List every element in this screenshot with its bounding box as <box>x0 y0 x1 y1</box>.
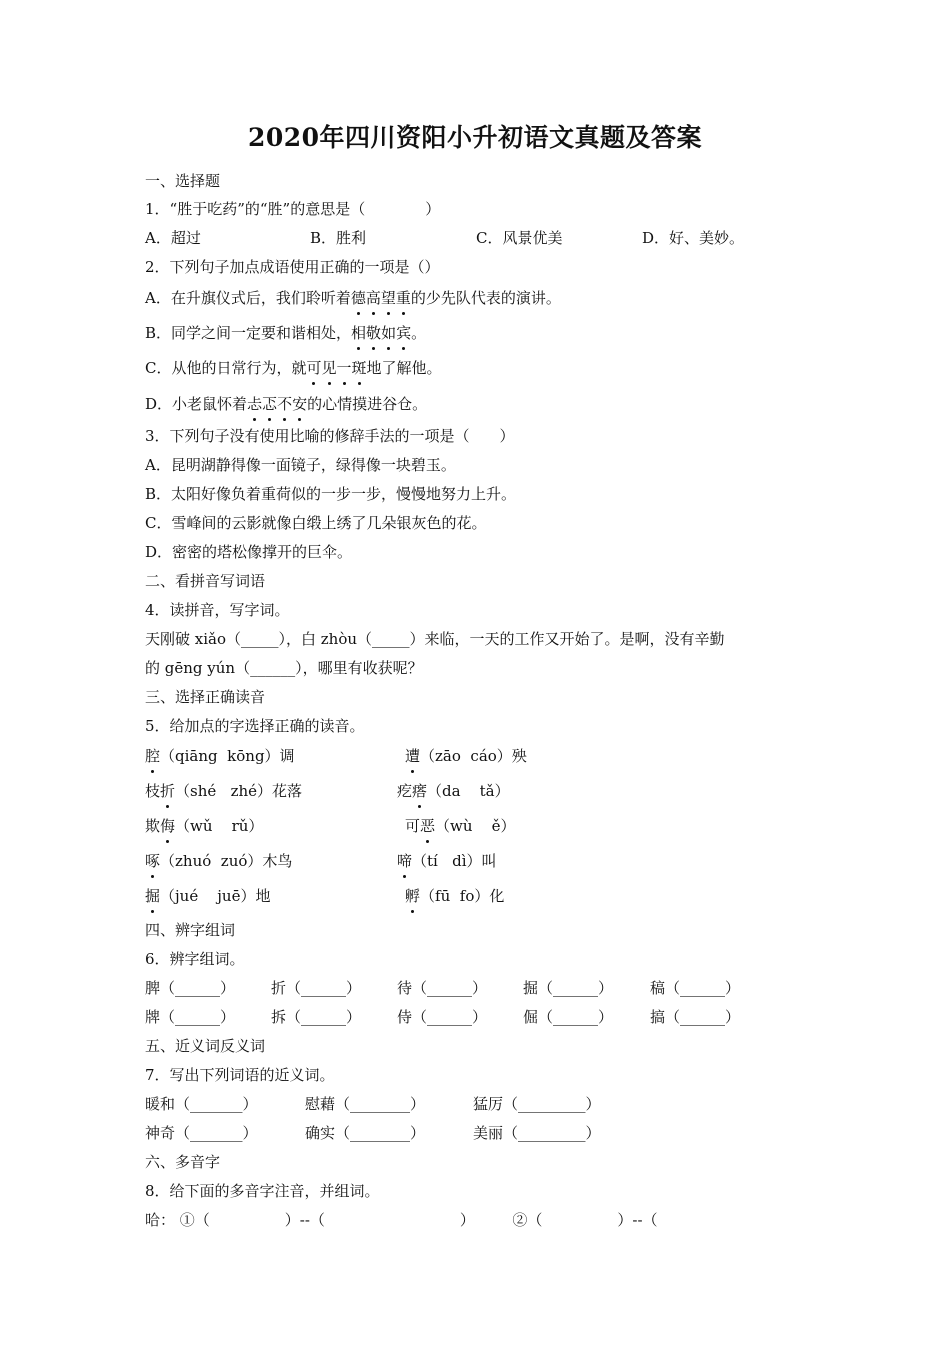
option-b: B．胜利 <box>310 229 367 247</box>
word-blank: 搞（______） <box>650 1008 741 1026</box>
reading-item: 遭（zāo cáo）殃 <box>405 747 527 765</box>
question-stem: 7．写出下列词语的近义词。 <box>145 1066 335 1084</box>
word-blank: 美丽（_________） <box>473 1124 601 1142</box>
word-blank: 拆（______） <box>271 1008 362 1026</box>
reading-item: 疙瘩（da tǎ） <box>397 782 510 800</box>
option-c: C．从他的日常行为，就可见一斑地了解他。 <box>145 359 442 377</box>
word-blank: 确实（________） <box>305 1124 426 1142</box>
section-heading: 五、近义词反义词 <box>145 1037 266 1055</box>
reading-item: 欺侮（wǔ rǔ） <box>145 817 264 835</box>
option-d: D．密密的塔松像撑开的巨伞。 <box>145 543 353 561</box>
reading-item: 掘（jué juē）地 <box>145 887 271 905</box>
word-blank: 脾（______） <box>145 979 236 997</box>
word-blank: 折（______） <box>271 979 362 997</box>
dotted-idiom: 相敬如宾 <box>351 324 412 342</box>
section-heading: 一、选择题 <box>145 172 221 190</box>
question-stem: 1．“胜于吃药”的“胜”的意思是（ ） <box>145 200 441 218</box>
reading-item: 可恶（wù ě） <box>405 817 516 835</box>
section-heading: 四、辨字组词 <box>145 921 236 939</box>
dotted-idiom: 德高望重 <box>350 289 411 307</box>
word-blank: 慰藉（________） <box>305 1095 426 1113</box>
question-stem: 4．读拼音，写字词。 <box>145 601 290 619</box>
question-stem: 8．给下面的多音字注音，并组词。 <box>145 1182 380 1200</box>
reading-item: 枝折（shé zhé）花落 <box>145 782 303 800</box>
option-d: D．小老鼠怀着忐忑不安的心情摸进谷仓。 <box>145 395 428 413</box>
page-title: 2020年四川资阳小升初语文真题及答案 <box>247 123 703 152</box>
word-blank: 猛厉（_________） <box>473 1095 601 1113</box>
section-heading: 六、多音字 <box>145 1153 221 1171</box>
pinyin-line: 天刚破 xiǎo（_____），白 zhòu（_____）来临，一天的工作又开始了。是啊，没有辛勤 <box>145 630 725 648</box>
word-blank: 牌（______） <box>145 1008 236 1026</box>
word-blank: 倔（______） <box>523 1008 614 1026</box>
option-c: C．雪峰间的云影就像白缎上绣了几朵银灰色的花。 <box>145 514 487 532</box>
option-a: A．在升旗仪式后，我们聆听着德高望重的少先队代表的演讲。 <box>145 289 561 307</box>
reading-item: 孵（fū fo）化 <box>405 887 505 905</box>
question-stem: 5．给加点的字选择正确的读音。 <box>145 717 365 735</box>
question-stem: 2．下列句子加点成语使用正确的一项是（） <box>145 258 440 276</box>
word-blank: 掘（______） <box>523 979 614 997</box>
section-heading: 二、看拼音写词语 <box>145 572 266 590</box>
option-a: A．昆明湖静得像一面镜子，绿得像一块碧玉。 <box>145 456 456 474</box>
dotted-idiom: 忐忑不安 <box>247 395 308 413</box>
question-stem: 6．辨字组词。 <box>145 950 245 968</box>
word-blank: 稿（______） <box>650 979 741 997</box>
word-blank: 侍（______） <box>397 1008 488 1026</box>
word-blank: 待（______） <box>397 979 488 997</box>
reading-item: 啄（zhuó zuó）木鸟 <box>145 852 293 870</box>
option-a: A．超过 <box>145 229 201 247</box>
word-blank: 暖和（_______） <box>145 1095 258 1113</box>
option-b: B．太阳好像负着重荷似的一步一步，慢慢地努力上升。 <box>145 485 517 503</box>
option-d: D．好、美妙。 <box>642 229 745 247</box>
dotted-idiom: 可见一斑 <box>306 359 367 377</box>
polyphone-line: 哈： ①（ ）--（ ） ②（ ）--（ <box>145 1211 658 1229</box>
word-blank: 神奇（_______） <box>145 1124 258 1142</box>
pinyin-line: 的 gēng yún（______），哪里有收获呢？ <box>145 659 423 677</box>
reading-item: 啼（tí dì）叫 <box>397 852 497 870</box>
question-stem: 3．下列句子没有使用比喻的修辞手法的一项是（ ） <box>145 427 515 445</box>
option-b: B．同学之间一定要和谐相处，相敬如宾。 <box>145 324 427 342</box>
reading-item: 腔（qiāng kōng）调 <box>145 747 295 765</box>
option-c: C．风景优美 <box>476 229 563 247</box>
section-heading: 三、选择正确读音 <box>145 688 266 706</box>
